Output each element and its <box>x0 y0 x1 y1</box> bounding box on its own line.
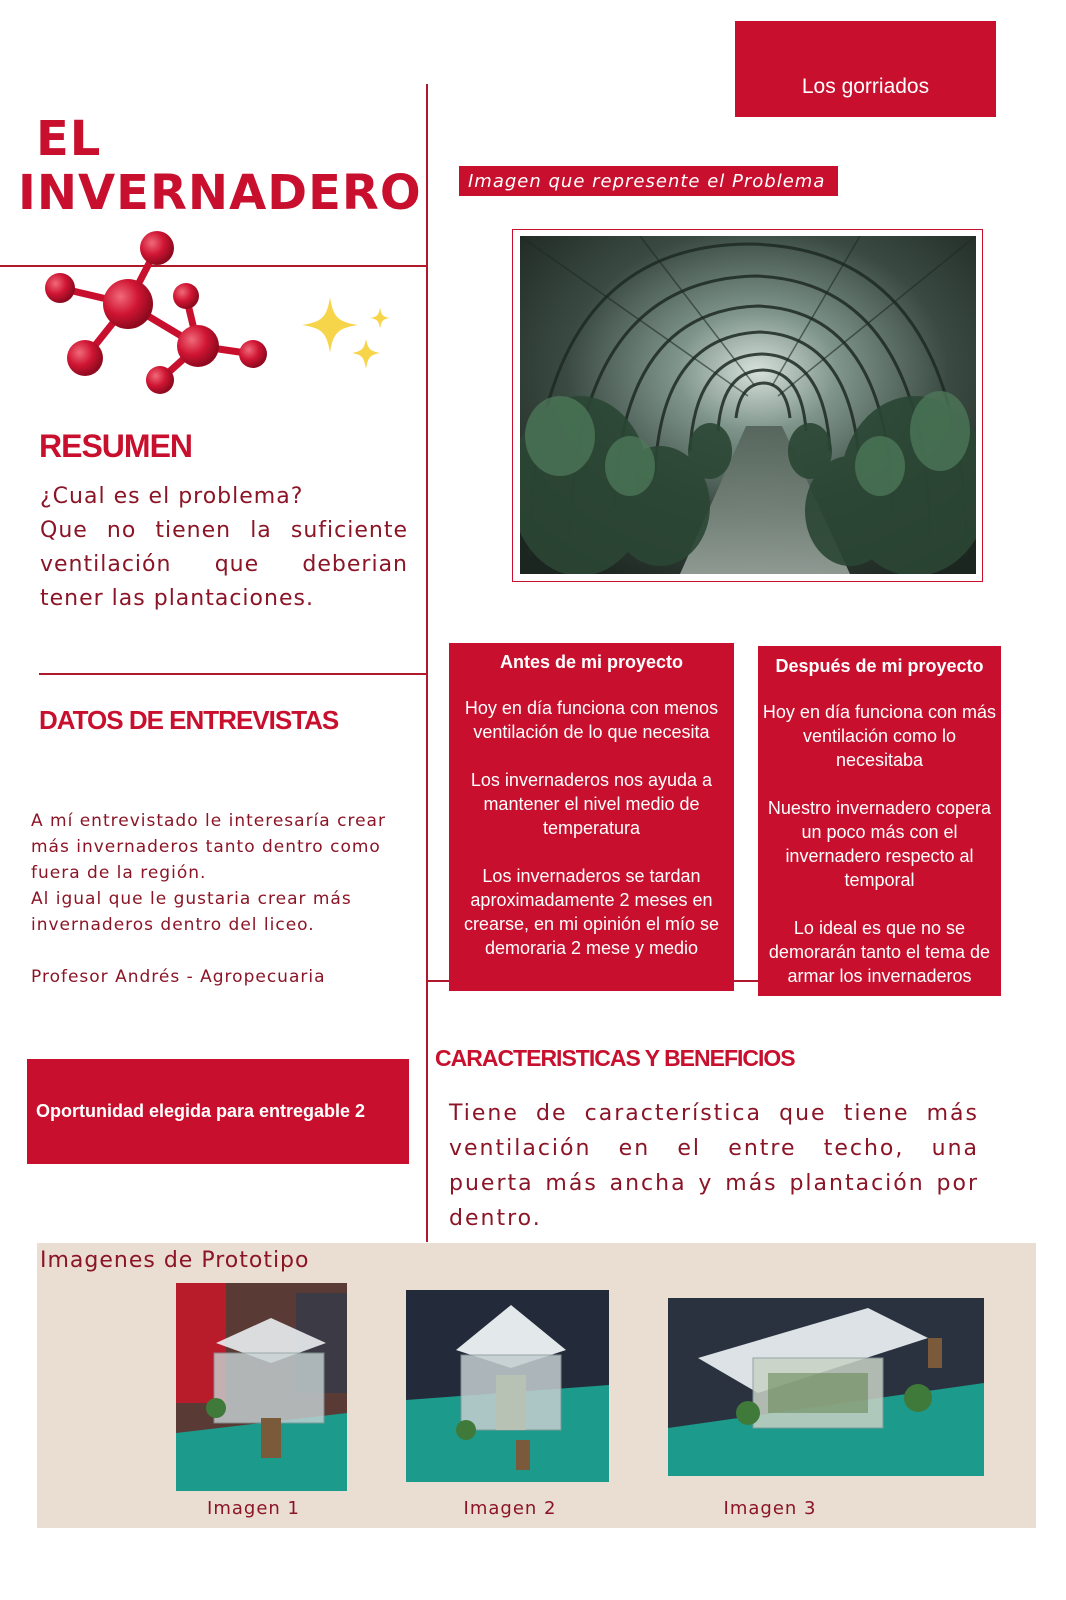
prototype-heading: Imagenes de Prototipo <box>40 1248 310 1273</box>
before-item: Los invernaderos se tardan aproximadamente 2 meses en crearse, en mi opinión el mío se demoraria 2 mese y medio <box>463 866 720 958</box>
cards-connector-left <box>427 980 449 982</box>
features-heading: CARACTERISTICAS Y BENEFICIOS <box>435 1045 795 1071</box>
molecule-icon <box>40 228 280 398</box>
vertical-divider <box>426 84 428 1242</box>
sparkle-icon <box>300 295 395 375</box>
title-line-2: INVERNADERO <box>18 165 422 221</box>
interviews-heading: DATOS DE ENTREVISTAS <box>39 705 339 735</box>
opportunity-label: Oportunidad elegida para entregable 2 <box>36 1101 366 1121</box>
summary-heading: RESUMEN <box>39 428 193 464</box>
problem-photo <box>520 236 976 574</box>
before-card <box>449 643 734 991</box>
prototype-caption-1: Imagen 1 <box>207 1498 300 1519</box>
prototype-image-1 <box>176 1283 347 1491</box>
after-card <box>758 646 1001 996</box>
interview-text-2: Al igual que le gustaria crear más invernaderos dentro del liceo. <box>31 889 352 935</box>
features-body: Tiene de característica que tiene más ventilación en el entre techo, una puerta más ancha y más plantación por dentro. <box>449 1101 979 1231</box>
after-item: Nuestro invernadero copera un poco más con el invernadero respecto al temporal <box>767 798 992 890</box>
before-heading: Antes de mi proyecto <box>499 652 684 672</box>
title-line-1: EL <box>36 111 102 167</box>
prototype-caption-3: Imagen 3 <box>723 1498 817 1519</box>
problem-image-tag: Imagen que represente el Problema <box>459 166 838 196</box>
after-heading: Después de mi proyecto <box>775 656 984 676</box>
after-item: Lo ideal es que no se demorarán tanto el tema de armar los invernaderos <box>768 918 991 986</box>
cards-connector-mid <box>734 980 758 982</box>
interview-text-1: A mí entrevistado le interesaría crear más invernaderos tanto dentro como fuera de la región. <box>31 811 386 883</box>
before-item: Hoy en día funciona con menos ventilación de lo que necesita <box>464 698 719 742</box>
summary-body <box>40 480 408 616</box>
before-item: Los invernaderos nos ayuda a mantener el nivel medio de temperatura <box>470 770 713 838</box>
page-title <box>18 112 422 220</box>
after-item: Hoy en día funciona con más ventilación como lo necesitaba <box>762 702 997 770</box>
team-name: Los gorriados <box>801 75 930 98</box>
opportunity-box <box>27 1059 409 1164</box>
interviews-body <box>31 808 411 990</box>
summary-answer: Que no tienen la suficiente ventilación que deberian tener las plantaciones. <box>40 518 408 611</box>
prototype-caption-2: Imagen 2 <box>463 1498 557 1519</box>
interview-author: Profesor Andrés - Agropecuaria <box>31 967 326 987</box>
summary-question: ¿Cual es el problema? <box>40 484 304 509</box>
prototype-image-3 <box>668 1298 984 1476</box>
summary-divider <box>39 673 427 675</box>
team-name-box <box>735 21 996 117</box>
prototype-image-2 <box>406 1290 609 1482</box>
